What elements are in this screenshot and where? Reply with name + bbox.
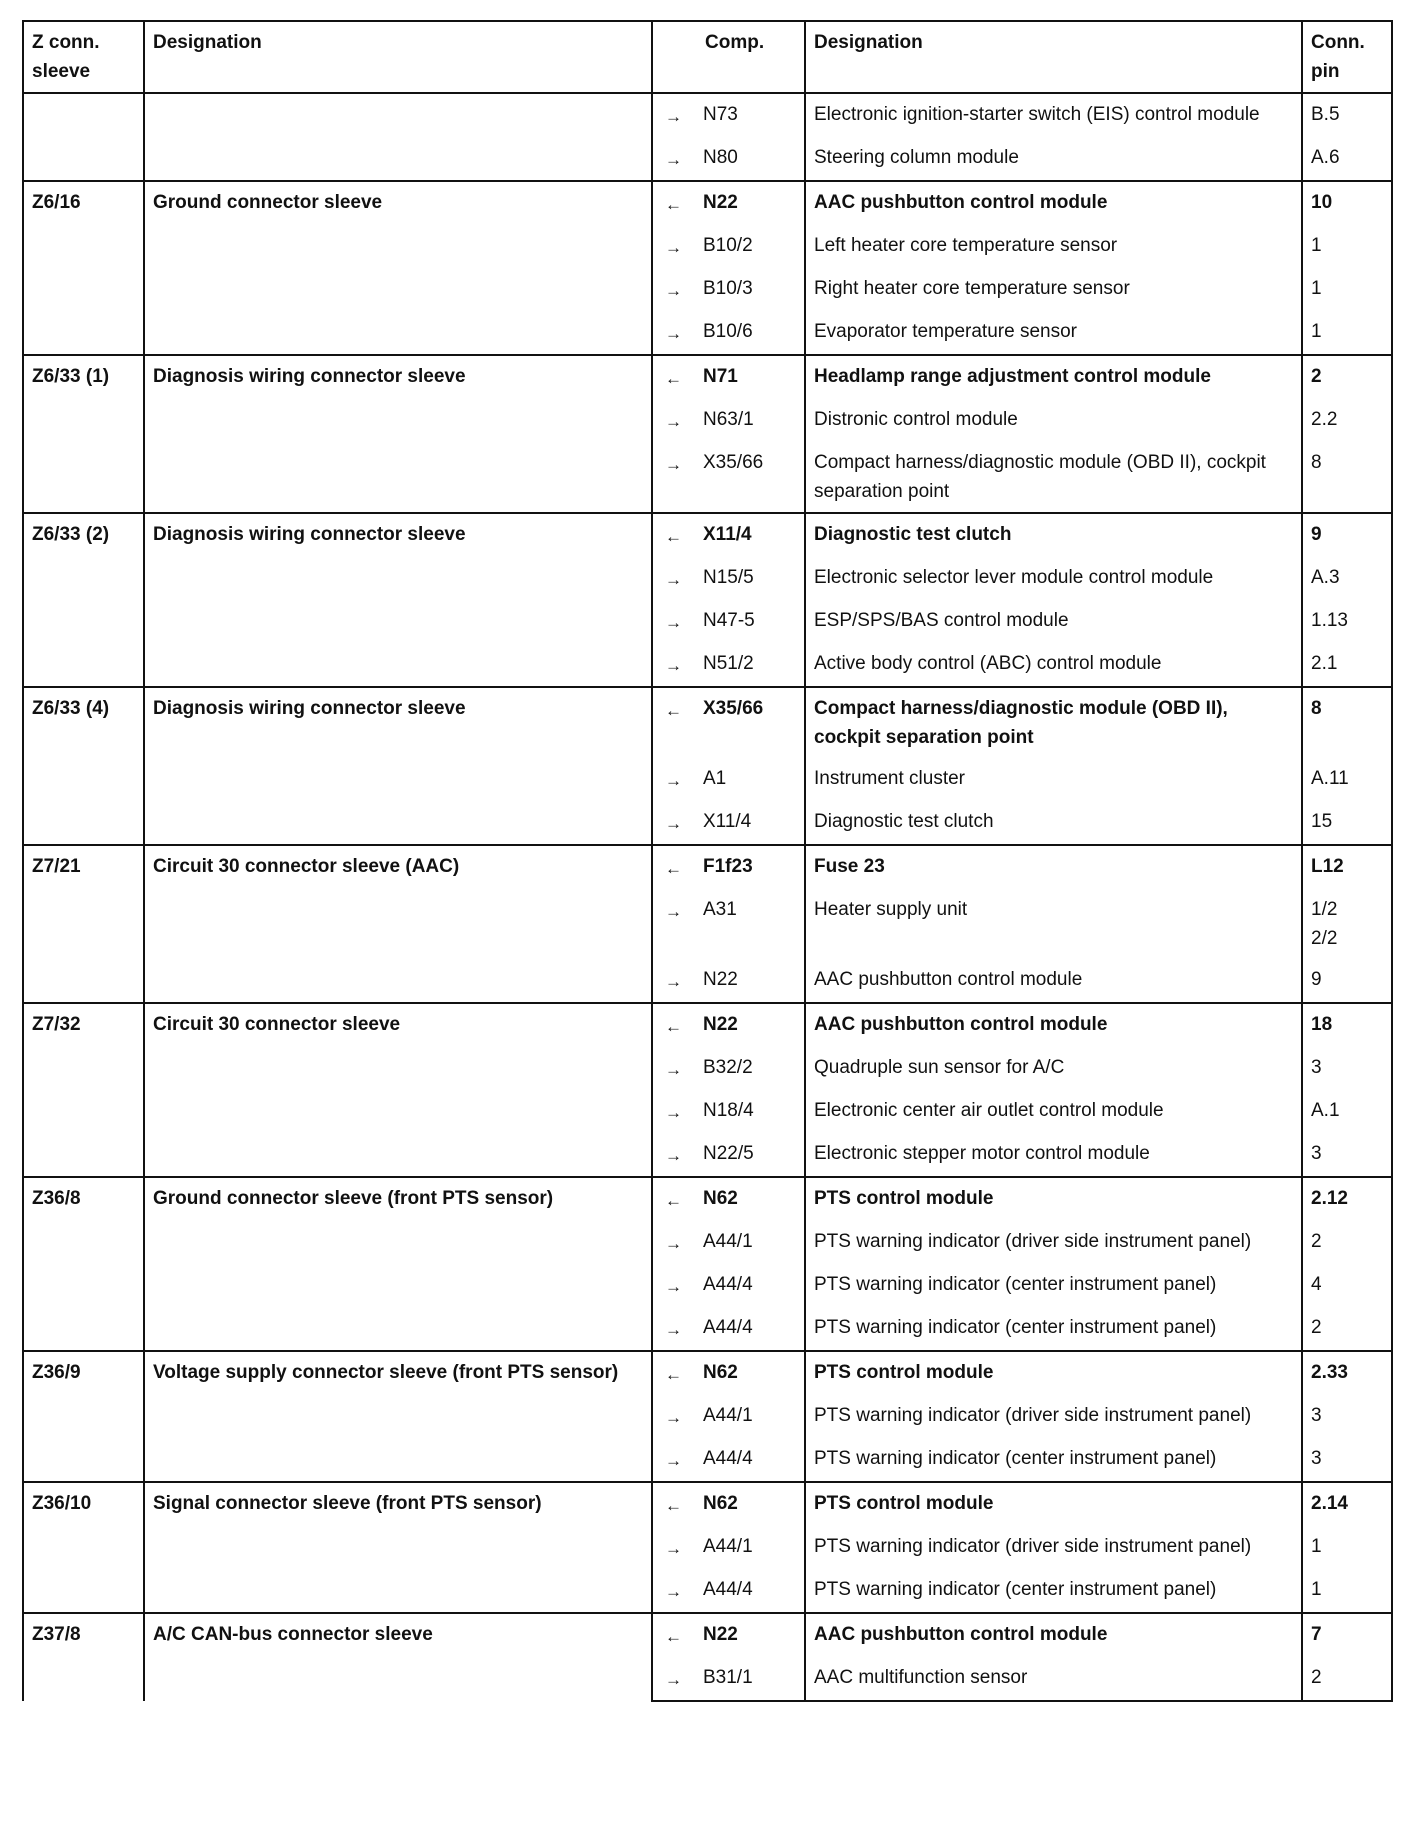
conn-pin-cell: 3 [1302, 1395, 1392, 1438]
component-designation-cell: PTS warning indicator (center instrument panel) [805, 1569, 1302, 1613]
z-conn-sleeve-cell: Z6/33 (4) [23, 687, 144, 845]
table-row [23, 1003, 1392, 1047]
component-code-cell: A44/1 [703, 1231, 753, 1252]
arrow-right-icon: → [652, 268, 697, 311]
arrow-right-icon: → [652, 93, 697, 137]
table-header [23, 21, 1392, 93]
table-row [23, 181, 1392, 225]
component-code-cell: N15/5 [703, 567, 754, 588]
sleeve-designation-header: Designation [144, 21, 652, 93]
component-designation-cell: Evaporator temperature sensor [805, 311, 1302, 355]
arrow-right-icon: → [652, 399, 697, 442]
table-row [23, 93, 1392, 137]
arrow-right-icon: → [652, 600, 697, 643]
z-conn-sleeve-cell: Z6/33 (1) [23, 355, 144, 513]
component-code-cell: B10/6 [703, 321, 753, 342]
component-code-cell: N22 [697, 181, 805, 225]
arrow-right-icon: → [652, 442, 697, 513]
z-conn-sleeve-cell: Z6/16 [23, 181, 144, 355]
arrow-left-icon: ← [652, 845, 697, 889]
component-designation-cell: PTS warning indicator (driver side instrument panel) [805, 1221, 1302, 1264]
arrow-left-icon: ← [652, 513, 697, 557]
conn-pin-cell: 2 [1302, 1307, 1392, 1351]
conn-pin-cell: A.6 [1302, 137, 1392, 181]
component-code-cell: A44/4 [703, 1448, 753, 1469]
component-header: Comp. [697, 21, 805, 93]
sleeve-designation-cell: Circuit 30 connector sleeve [144, 1003, 652, 1177]
z-conn-sleeve-cell [23, 93, 144, 181]
component-designation-cell: AAC pushbutton control module [805, 181, 1302, 225]
component-designation-cell: Electronic ignition-starter switch (EIS) control module [805, 93, 1302, 137]
component-designation-cell: Instrument cluster [805, 758, 1302, 801]
arrow-right-icon: → [652, 1090, 697, 1133]
component-designation-cell: Active body control (ABC) control module [805, 643, 1302, 687]
component-code-cell: A1 [703, 768, 727, 789]
component-designation-cell: Diagnostic test clutch [805, 513, 1302, 557]
conn-pin-cell: 2 [1302, 355, 1392, 399]
arrow-right-icon: → [652, 557, 697, 600]
component-code-cell: A44/1 [703, 1536, 753, 1557]
component-designation-header: Designation [805, 21, 1302, 93]
sleeve-designation-cell: Voltage supply connector sleeve (front PTS sensor) [144, 1351, 652, 1482]
component-designation-cell: AAC pushbutton control module [805, 959, 1302, 1003]
arrow-right-icon: → [652, 225, 697, 268]
table-row [23, 1613, 1392, 1657]
sleeve-designation-cell: Diagnosis wiring connector sleeve [144, 355, 652, 513]
conn-pin-cell: 1 [1302, 311, 1392, 355]
arrow-left-icon: ← [652, 1613, 697, 1657]
arrow-right-icon: → [652, 643, 697, 687]
conn-pin-cell: 2 [1302, 1221, 1392, 1264]
arrow-right-icon: → [652, 758, 697, 801]
sleeve-designation-cell [144, 93, 652, 181]
connector-sleeve-table-page [22, 20, 1391, 1702]
conn-pin-cell: 18 [1302, 1003, 1392, 1047]
arrow-right-icon: → [652, 959, 697, 1003]
component-code-cell: X11/4 [697, 513, 805, 557]
z-conn-sleeve-cell: Z7/21 [23, 845, 144, 1003]
component-code-cell: N62 [697, 1482, 805, 1526]
component-code-cell: B32/2 [703, 1057, 753, 1078]
table-row [23, 355, 1392, 399]
component-code-cell: A44/4 [703, 1274, 753, 1295]
component-designation-cell: AAC pushbutton control module [805, 1003, 1302, 1047]
component-code-cell: A31 [703, 899, 737, 920]
component-code-cell: X11/4 [703, 811, 752, 832]
connector-sleeve-table [22, 20, 1393, 1702]
arrow-right-icon: → [652, 311, 697, 355]
z-conn-sleeve-cell: Z36/8 [23, 1177, 144, 1351]
component-designation-cell: PTS warning indicator (driver side instrument panel) [805, 1526, 1302, 1569]
conn-pin-cell: B.5 [1302, 93, 1392, 137]
component-designation-cell: AAC pushbutton control module [805, 1613, 1302, 1657]
component-code-cell: N80 [703, 147, 738, 168]
component-designation-cell: Compact harness/diagnostic module (OBD II), cockpit separation point [805, 442, 1302, 513]
conn-pin-cell: 2.1 [1302, 643, 1392, 687]
conn-pin-cell: 8 [1302, 442, 1392, 513]
arrow-right-icon: → [652, 1657, 697, 1701]
component-designation-cell: PTS warning indicator (center instrument panel) [805, 1264, 1302, 1307]
component-code-cell: N22 [697, 1613, 805, 1657]
conn-pin-cell: 3 [1302, 1438, 1392, 1482]
component-designation-cell: Steering column module [805, 137, 1302, 181]
conn-pin-cell: 3 [1302, 1047, 1392, 1090]
component-code-cell: N18/4 [703, 1100, 754, 1121]
arrow-right-icon: → [652, 1221, 697, 1264]
z-conn-sleeve-cell: Z37/8 [23, 1613, 144, 1701]
conn-pin-cell: 3 [1302, 1133, 1392, 1177]
component-code-cell: N62 [697, 1351, 805, 1395]
component-code-cell: N51/2 [703, 653, 754, 674]
conn-pin-cell: 2.12 [1302, 1177, 1392, 1221]
table-row [23, 513, 1392, 557]
z-conn-sleeve-cell: Z7/32 [23, 1003, 144, 1177]
component-code-cell: N63/1 [703, 409, 754, 430]
z-conn-sleeve-cell: Z36/10 [23, 1482, 144, 1613]
component-code-cell: A44/1 [703, 1405, 753, 1426]
component-designation-cell: Electronic center air outlet control module [805, 1090, 1302, 1133]
component-designation-cell: Left heater core temperature sensor [805, 225, 1302, 268]
table-row [23, 687, 1392, 758]
component-designation-cell: PTS warning indicator (center instrument panel) [805, 1438, 1302, 1482]
component-code-cell: N71 [697, 355, 805, 399]
component-code-cell: F1f23 [697, 845, 805, 889]
component-code-cell: B10/3 [703, 278, 753, 299]
arrow-right-icon: → [652, 1133, 697, 1177]
sleeve-designation-cell: Signal connector sleeve (front PTS sensor) [144, 1482, 652, 1613]
component-designation-cell: Compact harness/diagnostic module (OBD II), cockpit separation point [805, 687, 1302, 758]
component-designation-cell: Quadruple sun sensor for A/C [805, 1047, 1302, 1090]
header-row [23, 21, 1392, 93]
conn-pin-cell: 8 [1302, 687, 1392, 758]
arrow-right-icon: → [652, 137, 697, 181]
component-designation-cell: ESP/SPS/BAS control module [805, 600, 1302, 643]
component-code-cell: N73 [697, 93, 805, 137]
conn-pin-cell: 2.14 [1302, 1482, 1392, 1526]
table-body [23, 93, 1392, 1701]
conn-pin-cell: 4 [1302, 1264, 1392, 1307]
conn-pin-cell: 1 [1302, 1526, 1392, 1569]
arrow-left-icon: ← [652, 1003, 697, 1047]
direction-header [652, 21, 697, 93]
arrow-right-icon: → [652, 1569, 697, 1613]
arrow-right-icon: → [652, 1264, 697, 1307]
conn-pin-cell: 2.2 [1302, 399, 1392, 442]
conn-pin-cell: A.3 [1302, 557, 1392, 600]
conn-pin-cell: 7 [1302, 1613, 1392, 1657]
conn-pin-cell: A.11 [1302, 758, 1392, 801]
sleeve-designation-cell: Diagnosis wiring connector sleeve [144, 687, 652, 845]
z-conn-sleeve-cell: Z36/9 [23, 1351, 144, 1482]
arrow-right-icon: → [652, 889, 697, 959]
component-designation-cell: Fuse 23 [805, 845, 1302, 889]
table-row [23, 1351, 1392, 1395]
conn-pin-cell: 1.13 [1302, 600, 1392, 643]
component-code-cell: N22/5 [703, 1143, 754, 1164]
arrow-left-icon: ← [652, 1177, 697, 1221]
component-code-cell: B10/2 [703, 235, 753, 256]
component-designation-cell: PTS control module [805, 1177, 1302, 1221]
arrow-right-icon: → [652, 1526, 697, 1569]
component-designation-cell: Heater supply unit [805, 889, 1302, 959]
conn-pin-cell: 10 [1302, 181, 1392, 225]
sleeve-designation-cell: A/C CAN-bus connector sleeve [144, 1613, 652, 1701]
arrow-left-icon: ← [652, 687, 697, 758]
conn-pin-header: Conn. pin [1302, 21, 1392, 93]
arrow-left-icon: ← [652, 1482, 697, 1526]
component-code-cell: A44/4 [703, 1317, 753, 1338]
component-designation-cell: Electronic selector lever module control module [805, 557, 1302, 600]
table-row [23, 1177, 1392, 1221]
component-designation-cell: PTS warning indicator (driver side instrument panel) [805, 1395, 1302, 1438]
conn-pin-cell: 9 [1302, 513, 1392, 557]
component-code-cell: N22 [703, 969, 738, 990]
z-conn-sleeve-header: Z conn. sleeve [23, 21, 144, 93]
conn-pin-cell: 1 [1302, 1569, 1392, 1613]
arrow-left-icon: ← [652, 1351, 697, 1395]
arrow-right-icon: → [652, 1307, 697, 1351]
sleeve-designation-cell: Ground connector sleeve [144, 181, 652, 355]
component-designation-cell: Headlamp range adjustment control module [805, 355, 1302, 399]
z-conn-sleeve-cell: Z6/33 (2) [23, 513, 144, 687]
conn-pin-cell: 15 [1302, 801, 1392, 845]
component-designation-cell: PTS control module [805, 1482, 1302, 1526]
component-designation-cell: Diagnostic test clutch [805, 801, 1302, 845]
conn-pin-cell: 1/2 2/2 [1302, 889, 1392, 959]
arrow-right-icon: → [652, 1438, 697, 1482]
component-designation-cell: Distronic control module [805, 399, 1302, 442]
arrow-left-icon: ← [652, 355, 697, 399]
conn-pin-cell: 1 [1302, 225, 1392, 268]
arrow-right-icon: → [652, 801, 697, 845]
component-designation-cell: PTS warning indicator (center instrument panel) [805, 1307, 1302, 1351]
sleeve-designation-cell: Ground connector sleeve (front PTS sensor) [144, 1177, 652, 1351]
conn-pin-cell: 9 [1302, 959, 1392, 1003]
conn-pin-cell: 1 [1302, 268, 1392, 311]
component-code-cell: N62 [697, 1177, 805, 1221]
component-code-cell: N47-5 [703, 610, 755, 631]
component-code-cell: X35/66 [703, 452, 764, 473]
sleeve-designation-cell: Circuit 30 connector sleeve (AAC) [144, 845, 652, 1003]
conn-pin-cell: 2 [1302, 1657, 1392, 1701]
sleeve-designation-cell: Diagnosis wiring connector sleeve [144, 513, 652, 687]
conn-pin-cell: A.1 [1302, 1090, 1392, 1133]
component-code-cell: A44/4 [703, 1579, 753, 1600]
component-code-cell: B31/1 [697, 1657, 805, 1701]
table-row [23, 1482, 1392, 1526]
component-code-cell: X35/66 [697, 687, 805, 758]
arrow-left-icon: ← [652, 181, 697, 225]
table-row [23, 845, 1392, 889]
component-designation-cell: Electronic stepper motor control module [805, 1133, 1302, 1177]
component-designation-cell: Right heater core temperature sensor [805, 268, 1302, 311]
arrow-right-icon: → [652, 1047, 697, 1090]
conn-pin-cell: L12 [1302, 845, 1392, 889]
component-designation-cell: PTS control module [805, 1351, 1302, 1395]
conn-pin-cell: 2.33 [1302, 1351, 1392, 1395]
component-code-cell: N22 [697, 1003, 805, 1047]
component-designation-cell: AAC multifunction sensor [805, 1657, 1302, 1701]
arrow-right-icon: → [652, 1395, 697, 1438]
